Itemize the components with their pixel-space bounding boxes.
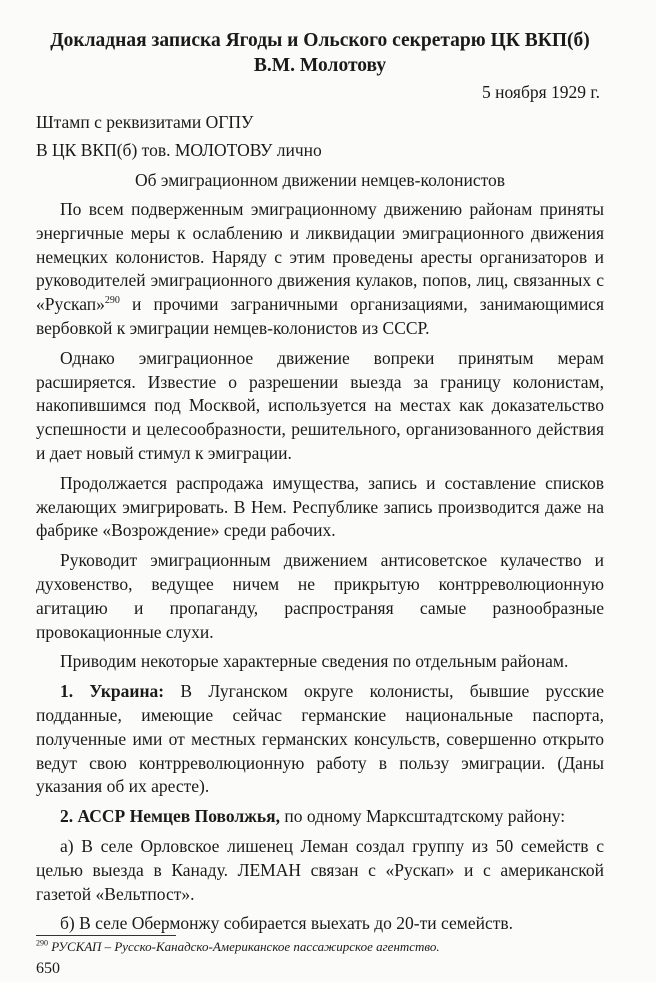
paragraph-volga-text: по одному Марксштадтскому району: <box>279 806 566 827</box>
paragraph-4: Руководит эмиграционным движением антисоветское кулачество и духовенство, ведущее ничем не прикрытую контрреволюционную агитацию и пропаганду, распространяя самые разнообразные провокационные слухи. <box>36 550 604 642</box>
title-line-2: В.М. Молотову <box>253 55 387 76</box>
page-number: 650 <box>36 960 60 977</box>
footnote-number: 290 <box>36 938 48 948</box>
document-body <box>36 28 604 942</box>
paragraph-1-text-cont: и прочими заграничными организациями, занимающимися вербовкой к эмиграции немцев-колонистов из СССР. <box>36 294 604 338</box>
footnote-divider <box>36 935 176 936</box>
section-heading-ukraine: 1. Украина: <box>60 681 165 702</box>
paragraph-1-text: По всем подверженным эмиграционному движению районам приняты энергичные меры к ослаблению и ликвидации эмиграционного движения немецких колонистов. Наряду с этим проведены аресты организаторов и руководителей эмиграционного движения кулаков, попов, лиц, связанных с «Рускап» <box>36 199 604 315</box>
list-item-b: б) В селе Обермонжу собирается выехать до 20-ти семейств. <box>60 913 514 934</box>
paragraph-5: Приводим некоторые характерные сведения по отдельным районам. <box>60 651 569 672</box>
paragraph-3: Продолжается распродажа имущества, запись и составление списков желающих эмигрировать. В Нем. Республике запись производится даже на фабрике «Возрождение» среди рабочих. <box>36 472 604 541</box>
stamp-line: Штамп с реквизитами ОГПУ <box>36 112 254 132</box>
footnote-ref: 290 <box>104 295 120 307</box>
document-date: 5 ноября 1929 г. <box>482 82 600 102</box>
paragraph-2: Однако эмиграционное движение вопреки принятым мерам расширяется. Известие о разрешении выезда за границу колонистам, накопившимся под Москвой, используется на местах как доказательство успешности и целесообразности, решительного, организованного действия и дает новый стимул к эмиграции. <box>36 347 604 463</box>
list-item-a: а) В селе Орловское лишенец Леман создал группу из 50 семейств с целью выезда в Канаду. ЛЕМАН связан с «Рускап» и с американской газетой «Вельтпост». <box>36 835 604 904</box>
document-title <box>36 28 604 78</box>
addressee-line: В ЦК ВКП(б) тов. МОЛОТОВУ лично <box>36 140 322 160</box>
paragraph-volga <box>36 805 604 829</box>
paragraph-1 <box>36 198 604 341</box>
footnote-text: РУСКАП – Русско-Канадско-Американское пассажирское агентство. <box>48 939 440 954</box>
subject-line: Об эмиграционном движении немцев-колонистов <box>134 170 506 190</box>
footnote <box>36 939 616 955</box>
title-line-1: Докладная записка Ягоды и Ольского секретарю ЦК ВКП(б) <box>50 30 590 51</box>
section-heading-volga: 2. АССР Немцев Поволжья, <box>60 806 280 827</box>
paragraph-ukraine <box>36 680 604 799</box>
paragraph-ukraine-text: В Луганском округе колонисты, бывшие русские подданные, имеющие сейчас германские национальные паспорта, полученные ими от местных германских консульств, совершенно открыто ведут свою контрреволюционную работу в пользу эмиграции. (Даны указания об их аресте). <box>36 681 605 797</box>
